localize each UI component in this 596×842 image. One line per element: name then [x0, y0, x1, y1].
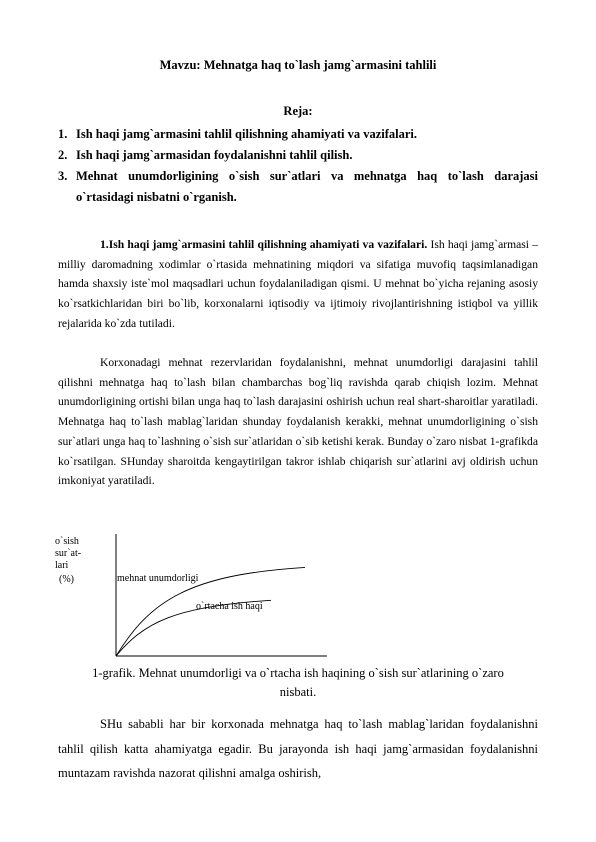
plan-heading: Reja:	[283, 104, 313, 118]
plan-item	[58, 145, 538, 166]
y-axis-label-line: o`sish	[55, 536, 79, 547]
y-axis-label-line: sur`at-	[55, 548, 82, 559]
y-axis-label-line: lari	[55, 560, 69, 571]
y-axis-label-line: (%)	[59, 574, 74, 585]
plan-item-number: 1.	[58, 127, 68, 141]
chart-caption	[58, 664, 538, 702]
plan-list	[58, 124, 538, 208]
plan-item-text: Ish haqi jamg`armasidan foydalanishni tahlil qilish.	[76, 148, 353, 162]
series-label-ortacha-ish-haqi: o`rtacha ish haqi	[196, 601, 263, 612]
page-title: Mavzu: Mehnatga haq to`lash jamg`armasini tahlili	[159, 58, 437, 72]
paragraph-3: SHu sababli har bir korxonada mehnatga haq to`lash mablag`laridan foydalanishni tahlil qilish katta ahamiyatga egadir. Bu jarayonda ish haqi jamg`armasidan foydalanishni muntazam ravishda nazorat qilishni amalga oshirish,	[58, 717, 538, 780]
plan-item-text: Ish haqi jamg`armasini tahlil qilishning ahamiyati va vazifalari.	[76, 127, 418, 141]
series-label-mehnat-unumdorligi: mehnat unumdorligi	[117, 573, 199, 584]
paragraph-1-text: Ish haqi jamg`armasi – milliy daromadning xodimlar o`rtasida mehnatining miqdori va sifatiga muvofiq taqsimlanadigan hamda shaxsiy iste`mol maqsadlari uchun foydalaniladigan qismi. U mehnat bo`yicha rejaning asosiy ko`rsatkichlaridan biri bo`lib, korxonalarni iqtisodiy va ijtimoiy rivojlantirishning istiqbol va yillik rejalarida ko`zda tutiladi.	[58, 238, 539, 330]
chart-caption-line: 1-grafik. Mehnat unumdorligi va o`rtacha ish haqining o`sish sur`atlarining o`zaro	[92, 666, 504, 680]
growth-chart	[55, 532, 345, 662]
section-heading: 1.Ish haqi jamg`armasini tahlil qilishning ahamiyati va vazifalari.	[100, 238, 428, 251]
paragraph-1	[58, 235, 538, 334]
plan-item-text: Mehnat unumdorligining o`sish sur`atlari va mehnatga haq to`lash darajasi o`rtasidagi nisbatni o`rganish.	[76, 169, 538, 204]
plan-item-number: 2.	[58, 148, 68, 162]
chart-caption-line: nisbati.	[279, 685, 317, 699]
plan-item	[58, 166, 538, 208]
plan-item-number: 3.	[58, 169, 68, 183]
plan-item	[58, 124, 538, 145]
paragraph-2: Korxonadagi mehnat rezervlaridan foydalanishni, mehnat unumdorligi darajasini tahlil qilishni mehnatga haq to`lash bilan chambarchas bog`liq ravishda qarab chiqish lozim. Mehnat unumdorligining ortishi bilan unga haq to`lash darajasini oshirish uchun real shart-sharoitlar yaratiladi. Mehnatga haq to`lash mablag`laridan shunday foydalanish kerakki, mehnat unumdorligining o`sish sur`atlari unga haq to`lashning o`sish sur`atlaridan o`sib ketishi kerak. Bunday o`zaro nisbat 1-grafikda ko`rsatilgan. SHunday sharoitda kengaytirilgan takror ishlab chiqarish sur`atlarini avj oldirish uchun imkoniyat yaratiladi.	[58, 356, 538, 488]
